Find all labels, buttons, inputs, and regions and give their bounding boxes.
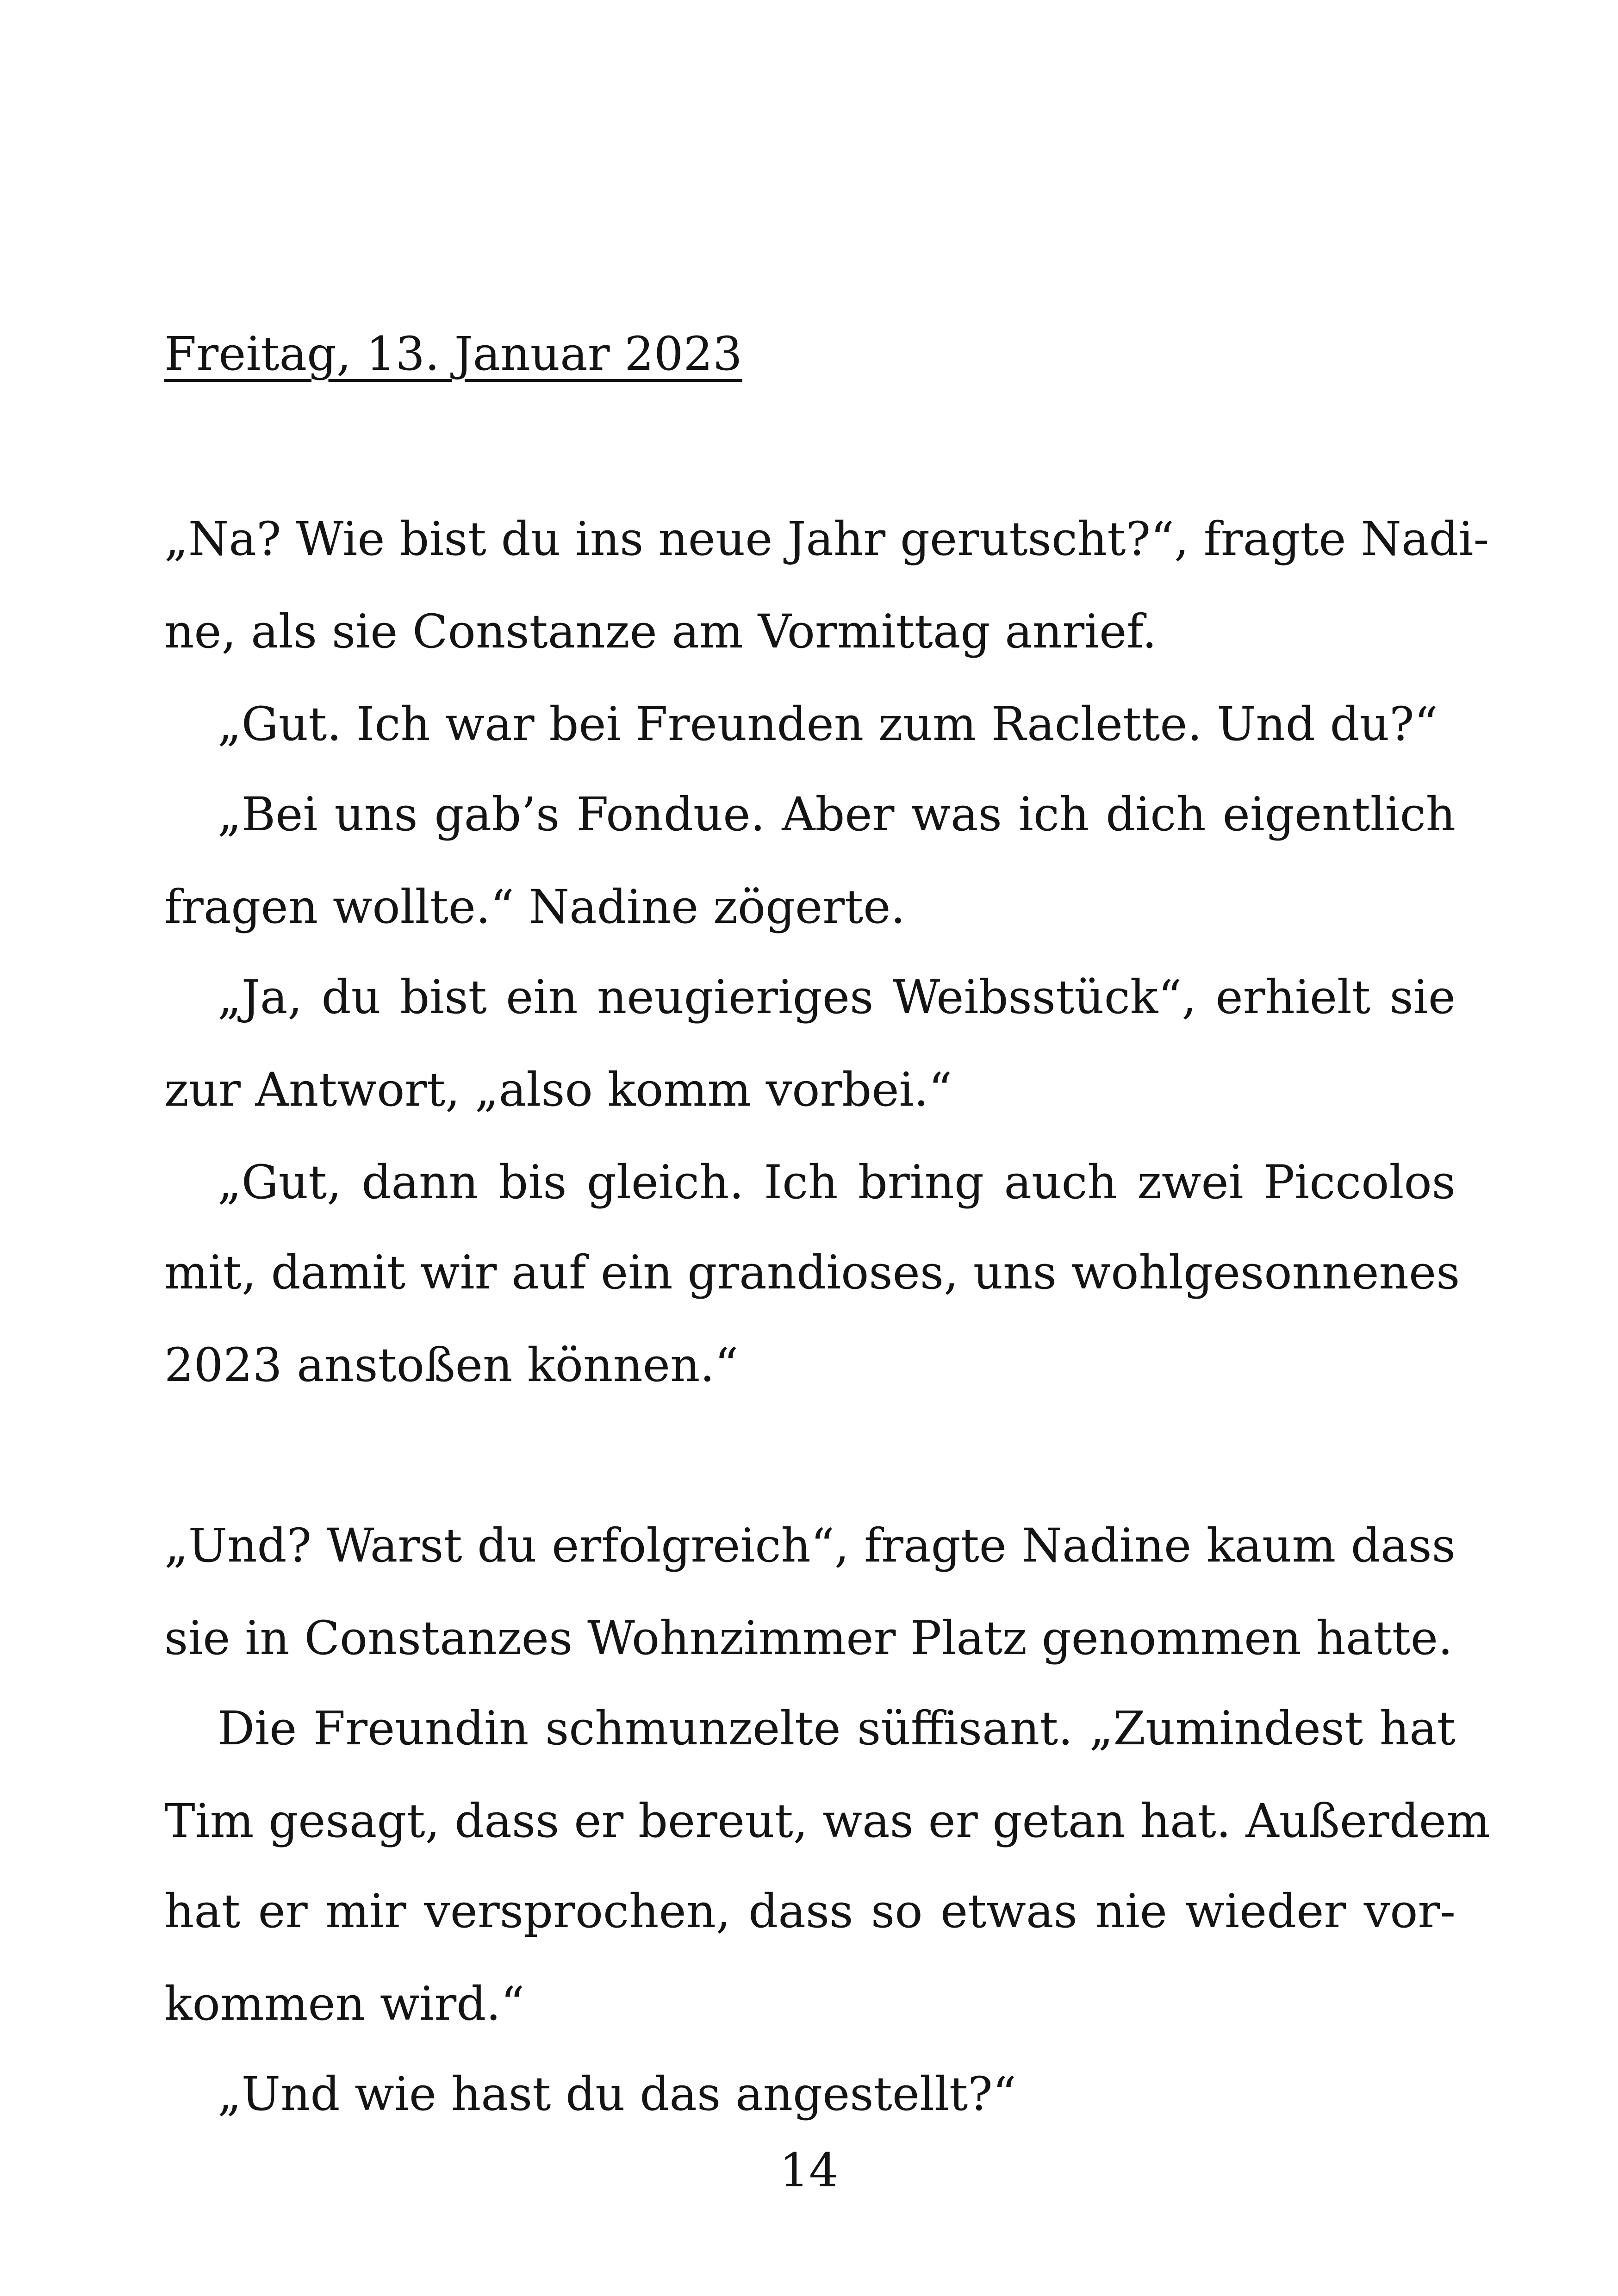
text-line: kommen wird.“	[164, 1977, 525, 2031]
text-line: „Na? Wie bist du ins neue Jahr gerutscht?“, fragte Nadi-	[164, 512, 1489, 566]
text-line: „Gut. Ich war bei Freunden zum Raclette. Und du?“	[218, 697, 1438, 751]
text-line: „Bei uns gab’s Fondue. Aber was ich dich eigentlich	[218, 787, 1456, 841]
text-line: „Und wie hast du das angestellt?“	[218, 2067, 1016, 2121]
text-line: sie in Constanzes Wohnzimmer Platz genommen hatte.	[164, 1611, 1453, 1665]
text-line: Die Freundin schmunzelte süffisant. „Zumindest hat	[218, 1701, 1456, 1755]
text-line: fragen wollte.“ Nadine zögerte.	[164, 880, 906, 934]
text-line: 2023 anstoßen können.“	[164, 1338, 739, 1392]
text-line: „Ja, du bist ein neugieriges Weibsstück“, erhielt sie	[218, 970, 1456, 1024]
page-number: 14	[779, 2143, 839, 2197]
text-line: Tim gesagt, dass er bereut, was er getan hat. Außerdem	[164, 1794, 1490, 1848]
text-line: zur Antwort, „also komm vorbei.“	[164, 1063, 952, 1117]
text-line: „Und? Warst du erfolgreich“, fragte Nadine kaum dass	[164, 1518, 1456, 1573]
text-line: ne, als sie Constanze am Vormittag anrief.	[164, 604, 1157, 659]
chapter-date-heading: Freitag, 13. Januar 2023	[164, 327, 742, 381]
text-line: hat er mir versprochen, dass so etwas nie wieder vor-	[164, 1884, 1456, 1938]
text-line: „Gut, dann bis gleich. Ich bring auch zwei Piccolos	[218, 1155, 1456, 1209]
text-line: mit, damit wir auf ein grandioses, uns wohlgesonnenes	[164, 1245, 1460, 1300]
